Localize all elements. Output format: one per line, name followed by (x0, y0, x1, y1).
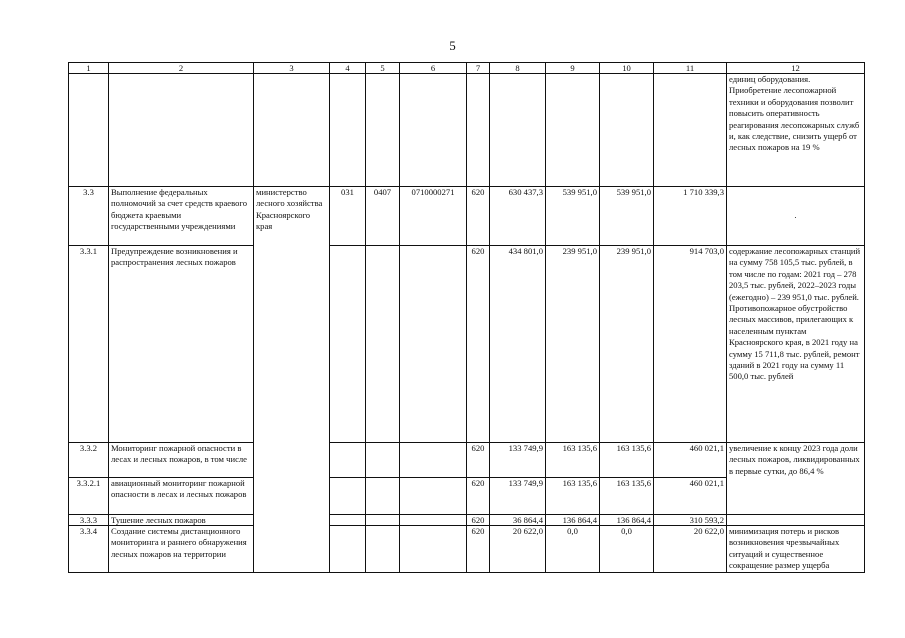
cell-name: Предупреждение возникновения и распространения лесных пожаров (109, 246, 254, 443)
cell-rzpr (366, 246, 400, 443)
table-row (69, 74, 865, 187)
cell-csr (400, 246, 467, 443)
cell-vr: 620 (467, 187, 490, 246)
column-number: 1 (69, 63, 109, 74)
cell-2022: 0,0 (546, 526, 600, 573)
cell-total: 914 703,0 (654, 246, 727, 443)
cell-csr (400, 443, 467, 478)
cell-result: минимизация потерь и рисков возникновения чрезвычайных ситуаций и существенное сокращение размер ущерба (727, 526, 865, 573)
cell-total: 460 021,1 (654, 443, 727, 478)
cell-2021: 630 437,3 (490, 187, 546, 246)
cell-vr: 620 (467, 246, 490, 443)
table-row (69, 515, 865, 526)
cell-2023: 136 864,4 (600, 515, 654, 526)
cell-rzpr (366, 526, 400, 573)
cell-num: 3.3.4 (69, 526, 109, 573)
table-row (69, 443, 865, 478)
cell-2023: 539 951,0 (600, 187, 654, 246)
cell-total: 1 710 339,3 (654, 187, 727, 246)
cell-empty (254, 74, 330, 187)
cell-name: Создание системы дистанционного мониторинга и раннего обнаружения лесных пожаров на территории (109, 526, 254, 573)
cell-2022: 239 951,0 (546, 246, 600, 443)
cell-rzpr (366, 478, 400, 515)
cell-grbs (330, 515, 366, 526)
cell-rzpr (366, 515, 400, 526)
cell-name: Тушение лесных пожаров (109, 515, 254, 526)
cell-empty (400, 74, 467, 187)
cell-csr (400, 515, 467, 526)
page-number: 5 (449, 38, 456, 53)
cell-grbs: 031 (330, 187, 366, 246)
column-number: 7 (467, 63, 490, 74)
cell-2022: 163 135,6 (546, 478, 600, 515)
table-row (69, 246, 865, 443)
cell-name: Выполнение федеральных полномочий за счет средств краевого бюджета краевыми государственными учреждениями (109, 187, 254, 246)
column-number: 3 (254, 63, 330, 74)
cell-empty (546, 74, 600, 187)
column-number: 9 (546, 63, 600, 74)
cell-num: 3.3.1 (69, 246, 109, 443)
cell-2021: 20 622,0 (490, 526, 546, 573)
column-number: 6 (400, 63, 467, 74)
cell-2023: 0,0 (600, 526, 654, 573)
cell-rzpr: 0407 (366, 187, 400, 246)
cell-grbs (330, 526, 366, 573)
cell-csr (400, 478, 467, 515)
column-number: 5 (366, 63, 400, 74)
cell-rzpr (366, 443, 400, 478)
cell-num: 3.3 (69, 187, 109, 246)
cell-result: увеличение к концу 2023 года доли лесных пожаров, ликвидированных в первые сутки, до 86,4 % (727, 443, 865, 515)
cell-num: 3.3.3 (69, 515, 109, 526)
cell-2023: 239 951,0 (600, 246, 654, 443)
column-number: 2 (109, 63, 254, 74)
cell-total: 20 622,0 (654, 526, 727, 573)
cell-responsible: министерство лесного хозяйства Красноярского края (254, 187, 330, 573)
column-number-row (69, 63, 865, 74)
cell-2021: 434 801,0 (490, 246, 546, 443)
column-number: 4 (330, 63, 366, 74)
cell-num: 3.3.2 (69, 443, 109, 478)
cell-2023: 163 135,6 (600, 443, 654, 478)
cell-2021: 36 864,4 (490, 515, 546, 526)
cell-empty (467, 74, 490, 187)
cell-2022: 539 951,0 (546, 187, 600, 246)
cell-result: . (727, 187, 865, 246)
cell-vr: 620 (467, 515, 490, 526)
column-number: 8 (490, 63, 546, 74)
program-table (68, 62, 865, 573)
cell-2023: 163 135,6 (600, 478, 654, 515)
cell-total: 310 593,2 (654, 515, 727, 526)
column-number: 12 (727, 63, 865, 74)
cell-2021: 133 749,9 (490, 443, 546, 478)
cell-vr: 620 (467, 443, 490, 478)
cell-csr (400, 526, 467, 573)
cell-2022: 163 135,6 (546, 443, 600, 478)
cell-grbs (330, 246, 366, 443)
cell-empty (490, 74, 546, 187)
cell-grbs (330, 478, 366, 515)
cell-result: содержание лесопожарных станций на сумму 758 105,5 тыс. рублей, в том числе по годам: 2021 год – 278 203,5 тыс. рублей, 2022–2023 годы (ежегодно) – 239 951,0 тыс. рублей. Противопожарное обустройство лесных массивов, прилегающих к населенным пунктам Красноярского края, в 2021 году на сумму 15 711,8 тыс. рублей, ремонт зданий в 2021 году на сумму 11 500,0 тыс. рублей (727, 246, 865, 443)
cell-2022: 136 864,4 (546, 515, 600, 526)
cell-empty (654, 74, 727, 187)
cell-name: авиационный мониторинг пожарной опасности в лесах и лесных пожаров (109, 478, 254, 515)
cell-empty (109, 74, 254, 187)
table-row (69, 526, 865, 573)
cell-total: 460 021,1 (654, 478, 727, 515)
cell-empty (69, 74, 109, 187)
cell-num: 3.3.2.1 (69, 478, 109, 515)
cell-grbs (330, 443, 366, 478)
cell-2021: 133 749,9 (490, 478, 546, 515)
cell-result-continuation: единиц оборудования. Приобретение лесопожарной техники и оборудования позволит повысить оперативность реагирования лесопожарных служб и, как следствие, снизить ущерб от лесных пожаров на 19 % (727, 74, 865, 187)
cell-empty (366, 74, 400, 187)
cell-vr: 620 (467, 526, 490, 573)
cell-result (727, 515, 865, 526)
table-row (69, 187, 865, 246)
cell-empty (600, 74, 654, 187)
cell-csr: 0710000271 (400, 187, 467, 246)
column-number: 11 (654, 63, 727, 74)
cell-empty (330, 74, 366, 187)
cell-vr: 620 (467, 478, 490, 515)
cell-name: Мониторинг пожарной опасности в лесах и лесных пожаров, в том числе (109, 443, 254, 478)
column-number: 10 (600, 63, 654, 74)
